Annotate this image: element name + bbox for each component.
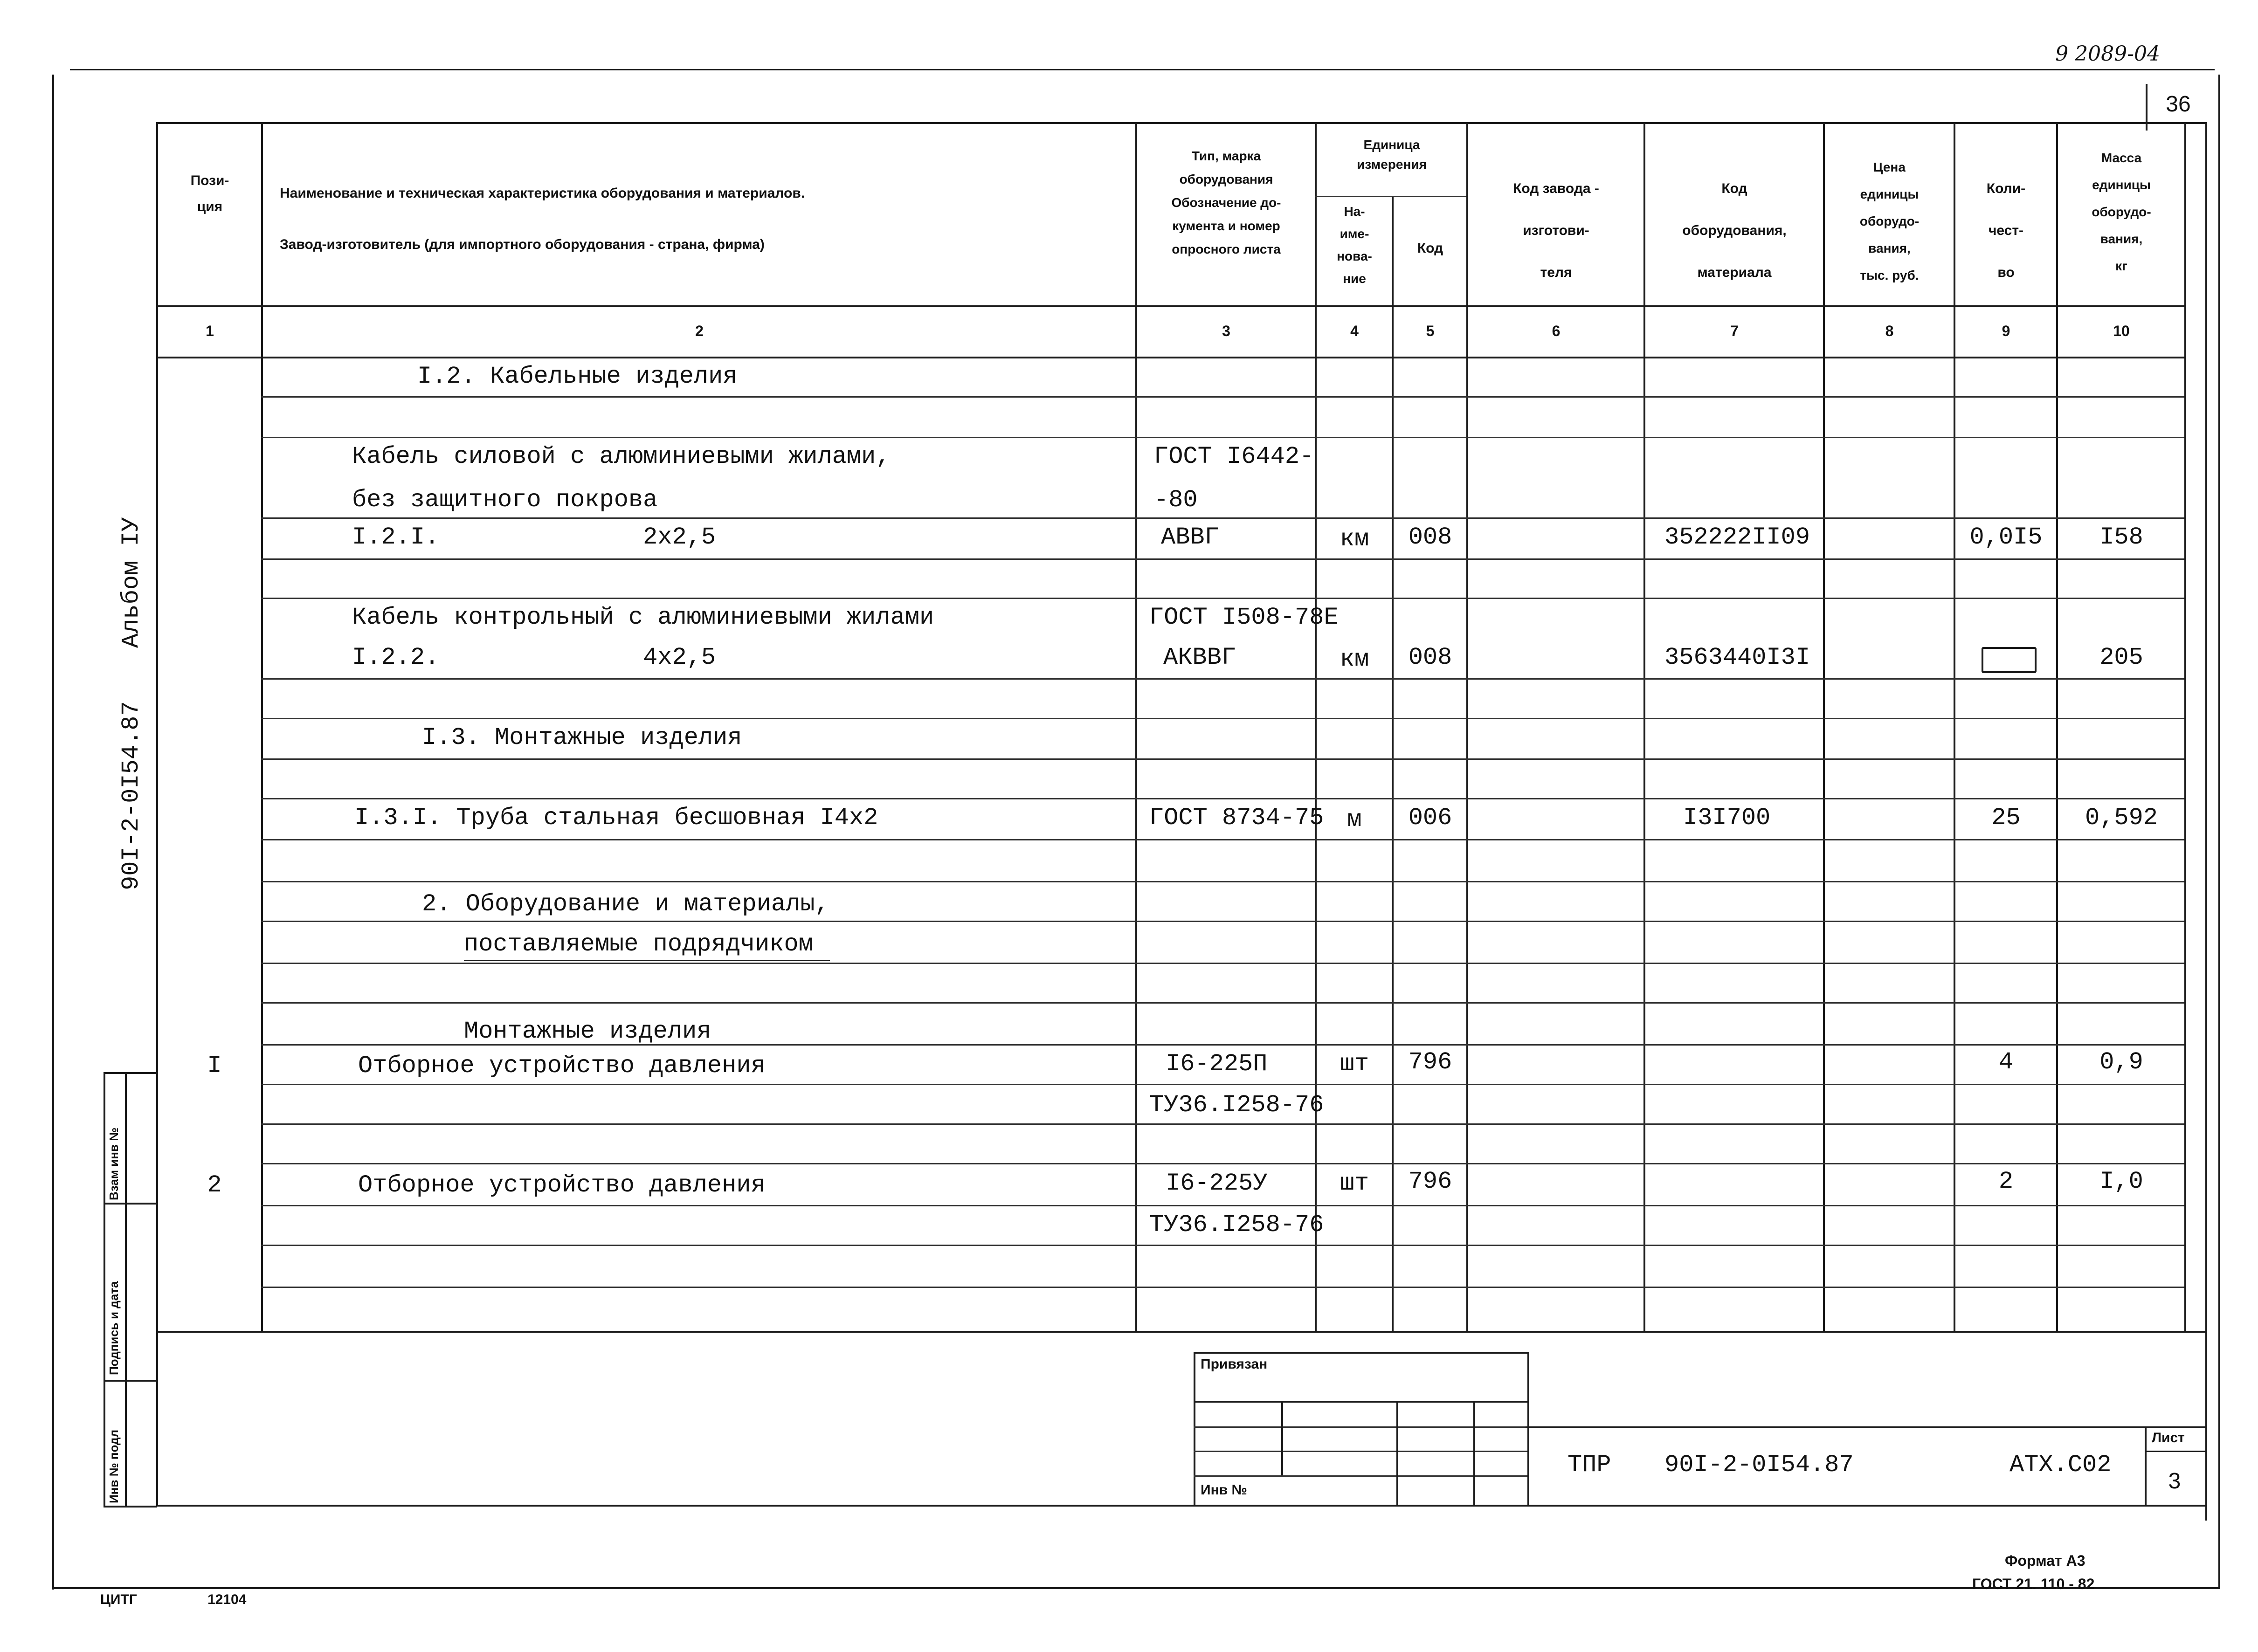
side-strip-div2 (104, 1380, 157, 1382)
outer-frame-left (52, 75, 54, 1590)
col-line-2 (1135, 122, 1137, 1332)
title-block-inner-left (156, 1331, 158, 1506)
row-rule (261, 881, 2184, 882)
side-strip-bottom (104, 1506, 157, 1507)
row-5-unit-code: 008 (1408, 644, 1452, 671)
row-3-name: I.2.I. 2x2,5 (352, 523, 716, 551)
row-rule (261, 839, 2184, 840)
gost-label: ГОСТ 21. 110 - 82 (1972, 1576, 2095, 1592)
col-line-1 (261, 122, 263, 1332)
row-5-mass: 205 (2099, 644, 2143, 671)
vzam-inv-label: Взам инв № (107, 1127, 121, 1200)
row-rule (261, 758, 2184, 760)
row-11-position: I (207, 1052, 222, 1080)
side-strip-mid (125, 1072, 127, 1506)
header-mass: Масса единицы оборудо- вания, кг (2092, 151, 2151, 273)
inner-frame-right (2205, 122, 2207, 1521)
row-7-type: ГОСТ 8734-75 (1149, 804, 1324, 832)
album-label: Альбом IУ (117, 517, 145, 648)
row-11-unit: шт (1340, 1050, 1369, 1078)
outer-frame-right (2218, 75, 2220, 1589)
colnum-2: 2 (695, 323, 704, 339)
row-8-name: 2. Оборудование и материалы, (422, 890, 829, 918)
privyazan-line4 (1194, 1475, 1527, 1477)
inv-no-label: Инв № (1201, 1482, 1247, 1498)
col-line-0 (156, 122, 158, 1332)
header-material-code: Код оборудования, материала (1682, 181, 1787, 280)
col-line-7 (1823, 122, 1825, 1332)
row-12-type: ТУ36.I258-76 (1149, 1091, 1324, 1119)
row-13-quantity: 2 (1998, 1168, 2014, 1195)
colnum-6: 6 (1552, 323, 1561, 339)
row-3-quantity: 0,0I5 (1969, 523, 2043, 551)
header-price: Цена единицы оборудо- вания, тыс. руб. (1859, 160, 1920, 282)
row-2-name: без защитного покрова (352, 486, 658, 514)
row-5-unit: км (1340, 646, 1369, 673)
privyazan-line3 (1194, 1451, 1527, 1452)
row-3-mass: I58 (2099, 523, 2143, 551)
row-10-name: Монтажные изделия (464, 1018, 711, 1045)
col-line-10 (2184, 122, 2186, 1332)
stamp-doc: АТХ.С02 (2009, 1451, 2112, 1479)
list-label: Лист (2152, 1430, 2185, 1446)
row-13-unit-code: 796 (1408, 1168, 1452, 1195)
colnum-1: 1 (206, 323, 214, 339)
row-11-type: I6-225П (1166, 1050, 1268, 1078)
top-stroke (70, 69, 2215, 70)
stamp-tpr: ТПР (1567, 1451, 1611, 1479)
row-5-material-code: 3563440I3I (1664, 644, 1810, 671)
row-7-material-code: I3I700 (1683, 804, 1771, 832)
header-factory-code: Код завода - изготови- теля (1513, 181, 1599, 280)
list-box-divider (2145, 1451, 2205, 1452)
header-type: Тип, марка оборудования Обозначение до- кумента и номер опросного листа (1171, 149, 1281, 256)
col-line-3 (1315, 122, 1317, 1332)
header-unit-code: Код (1417, 241, 1443, 256)
side-strip-div1 (104, 1203, 157, 1205)
privyazan-label: Привязан (1201, 1356, 1268, 1372)
outer-frame-bottom (52, 1587, 2220, 1589)
row-1-name: Кабель силовой с алюминиевыми жилами, (352, 443, 891, 470)
row-13-unit: шт (1340, 1170, 1369, 1197)
privyazan-line2 (1194, 1426, 1527, 1428)
row-rule (261, 678, 2184, 680)
row-13-mass: I,0 (2099, 1168, 2143, 1195)
row-7-quantity: 25 (1991, 804, 2021, 832)
col-line-8 (1954, 122, 1955, 1332)
row-rule (261, 558, 2184, 560)
list-number: 3 (2168, 1469, 2181, 1494)
privyazan-line1 (1194, 1401, 1527, 1403)
colnum-10: 10 (2113, 323, 2130, 339)
cnit-number: 12104 (207, 1592, 247, 1607)
table-top (156, 122, 2205, 124)
main-stamp-top (1526, 1426, 2205, 1428)
format-label: Формат А3 (2005, 1552, 2085, 1569)
row-5-type: АКВВГ (1163, 644, 1236, 671)
colnum-4: 4 (1350, 323, 1359, 339)
row-6-name: I.3. Монтажные изделия (422, 724, 742, 751)
privyazan-v2 (1396, 1401, 1398, 1505)
row-7-unit-code: 006 (1408, 804, 1452, 832)
row-1-type: ГОСТ I6442- (1154, 443, 1314, 470)
header-unit-group: Единица измерения (1357, 138, 1427, 172)
row-5-name: I.2.2. 4x2,5 (352, 644, 716, 671)
row-5-quantity-empty-box (1982, 647, 2037, 673)
row-11-name: Отборное устройство давления (358, 1052, 766, 1080)
title-block-bottom (156, 1505, 2205, 1507)
handwritten-code: 9 2089-04 (2055, 42, 2160, 66)
col-line-5 (1466, 122, 1468, 1332)
side-strip-top (104, 1072, 157, 1074)
podpis-data-label: Подпись и дата (107, 1281, 121, 1375)
col-line-4 (1392, 196, 1394, 1332)
row-7-mass: 0,592 (2085, 804, 2158, 832)
header-unit-name: На- име- нова- ние (1337, 204, 1372, 286)
row-11-quantity: 4 (1998, 1048, 2014, 1076)
row-3-unit-code: 008 (1408, 523, 1452, 551)
side-strip-left (104, 1072, 105, 1506)
row-4-name: Кабель контрольный с алюминиевыми жилами (352, 604, 934, 631)
privyazan-v1 (1281, 1401, 1283, 1475)
row-3-unit: км (1340, 525, 1369, 553)
unit-group-divider (1315, 196, 1466, 197)
row-14-type: ТУ36.I258-76 (1149, 1211, 1324, 1239)
colnum-3: 3 (1222, 323, 1230, 339)
row-13-name: Отборное устройство давления (358, 1171, 766, 1199)
header-position: Пози- ция (190, 173, 229, 214)
row-rule (261, 1002, 2184, 1004)
table-bottom (156, 1331, 2205, 1333)
row-11-mass: 0,9 (2099, 1048, 2143, 1076)
colnum-5: 5 (1426, 323, 1435, 339)
colnum-8: 8 (1885, 323, 1894, 339)
row-11-unit-code: 796 (1408, 1048, 1452, 1076)
header-name: Наименование и техническая характеристика оборудования и материалов. Завод-изготовитель (для импортного оборудования - страна, фирма) (280, 186, 805, 252)
row-2-type: -80 (1154, 486, 1198, 514)
row-13-position: 2 (207, 1171, 222, 1199)
row-7-unit: м (1347, 806, 1362, 833)
underline-contractor (464, 960, 830, 961)
privyazan-v3 (1473, 1401, 1475, 1505)
row-13-type: I6-225У (1166, 1170, 1268, 1197)
inv-podl-label: Инв № подл (107, 1429, 121, 1503)
col-line-6 (1643, 122, 1645, 1332)
row-4-type: ГОСТ I508-78Е (1149, 604, 1339, 631)
row-3-type: АВВГ (1161, 523, 1219, 551)
row-0-name: I.2. Кабельные изделия (417, 363, 738, 390)
colnum-9: 9 (2002, 323, 2010, 339)
row-7-name: I.3.I. Труба стальная бесшовная I4x2 (354, 804, 878, 832)
cnit-label: ЦИТГ (100, 1592, 137, 1607)
row-3-material-code: 352222II09 (1664, 523, 1810, 551)
row-rule (261, 1287, 2184, 1288)
stamp-project: 90I-2-0I54.87 (1664, 1451, 1854, 1479)
row-9-name: поставляемые подрядчиком (464, 930, 813, 958)
header-quantity: Коли- чест- во (1986, 181, 2026, 280)
project-side-label: 90I-2-0I54.87 (117, 701, 145, 890)
corner-page-number: 36 (2166, 92, 2191, 117)
colnum-7: 7 (1730, 323, 1739, 339)
col-line-9 (2056, 122, 2058, 1332)
